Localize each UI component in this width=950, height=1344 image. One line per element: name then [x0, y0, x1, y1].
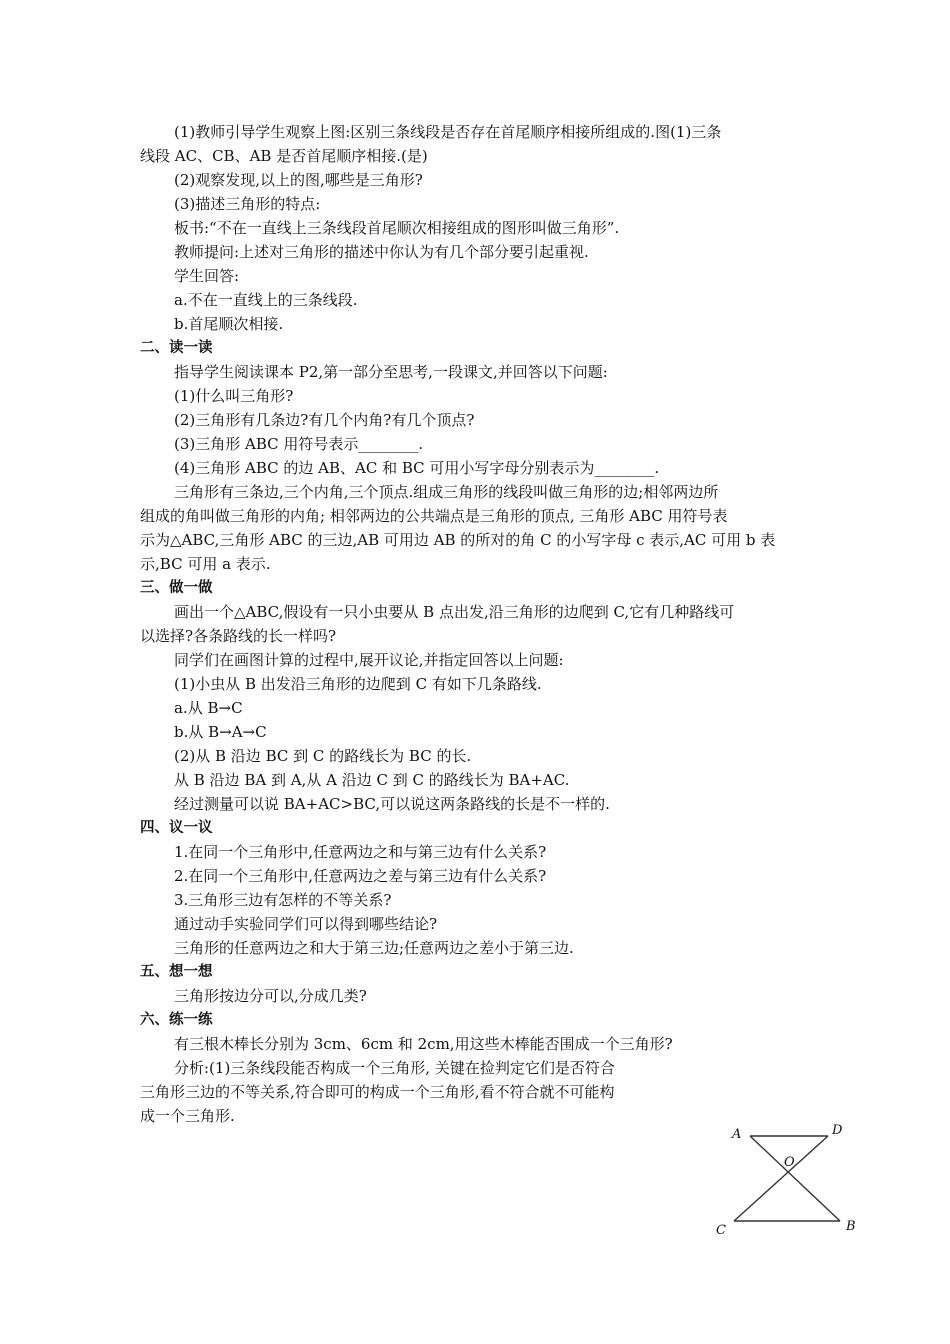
s3-line-1a: 画出一个△ABC,假设有一只小虫要从 B 点出发,沿三角形的边爬到 C,它有几种路线可: [174, 603, 735, 621]
hourglass-diagram: [716, 1118, 866, 1238]
segment-DC: [734, 1136, 828, 1221]
section-4-title: 四、议一议: [140, 820, 213, 836]
label-O: O: [784, 1155, 795, 1170]
section-5-title: 五、想一想: [140, 964, 213, 980]
s3-line-2: 同学们在画图计算的过程中,展开议论,并指定回答以上问题:: [174, 651, 564, 669]
s6-line-2c: 成一个三角形.: [140, 1107, 235, 1125]
label-B: B: [846, 1219, 856, 1234]
intro-p1b: 线段 AC、CB、AB 是否首尾顺序相接.(是): [140, 147, 428, 165]
intro-p5: 教师提问:上述对三角形的描述中你认为有几个部分要引起重视.: [174, 243, 589, 261]
label-C: C: [716, 1223, 726, 1238]
intro-p1a: (1)教师引导学生观察上图:区别三条线段是否存在首尾顺序相接所组成的.图(1)三条: [174, 123, 722, 141]
document-body: [140, 120, 812, 1128]
section-6-title: 六、练一练: [140, 1012, 213, 1028]
s2-line-6d: 示,BC 可用 a 表示.: [140, 555, 271, 573]
s3-line-1b: 以选择?各条路线的长一样吗?: [140, 627, 337, 645]
s2-line-1: 指导学生阅读课本 P2,第一部分至思考,一段课文,并回答以下问题:: [174, 363, 608, 381]
s2-line-5: (4)三角形 ABC 的边 AB、AC 和 BC 可用小写字母分别表示为________.: [174, 459, 660, 477]
s2-line-6c: 示为△ABC,三角形 ABC 的三边,AB 可用边 AB 的所对的角 C 的小写字母 c 表示,AC 可用 b 表: [140, 531, 776, 549]
intro-p8: b.首尾顺次相接.: [174, 315, 284, 333]
s3-line-4: a.从 B→C: [174, 699, 243, 717]
s6-line-2a: 分析:(1)三条线段能否构成一个三角形, 关键在捡判定它们是否符合: [174, 1059, 615, 1077]
s3-line-5: b.从 B→A→C: [174, 723, 267, 741]
s2-line-3: (2)三角形有几条边?有几个内角?有几个顶点?: [174, 411, 475, 429]
s3-line-6: (2)从 B 沿边 BC 到 C 的路线长为 BC 的长.: [174, 747, 472, 765]
s4-line-3: 3.三角形三边有怎样的不等关系?: [174, 891, 392, 909]
intro-p3: (3)描述三角形的特点:: [174, 195, 321, 213]
s3-line-8: 经过测量可以说 BA+AC>BC,可以说这两条路线的长是不一样的.: [174, 795, 610, 813]
section-3-title: 三、做一做: [140, 580, 213, 596]
intro-p4: 板书:“不在一直线上三条线段首尾顺次相接组成的图形叫做三角形”.: [174, 219, 620, 237]
s4-line-1: 1.在同一个三角形中,任意两边之和与第三边有什么关系?: [174, 843, 547, 861]
s2-line-4: (3)三角形 ABC 用符号表示________.: [174, 435, 424, 453]
section-2-title: 二、读一读: [140, 340, 213, 356]
s2-line-6b: 组成的角叫做三角形的内角; 相邻两边的公共端点是三角形的顶点, 三角形 ABC 用符号表: [140, 507, 728, 525]
s2-line-2: (1)什么叫三角形?: [174, 387, 294, 405]
s5-line-1: 三角形按边分可以,分成几类?: [174, 987, 367, 1005]
s4-line-2: 2.在同一个三角形中,任意两边之差与第三边有什么关系?: [174, 867, 547, 885]
intro-p2: (2)观察发现,以上的图,哪些是三角形?: [174, 171, 423, 189]
label-A: A: [732, 1127, 742, 1142]
s4-line-4: 通过动手实验同学们可以得到哪些结论?: [174, 915, 438, 933]
intro-p7: a.不在一直线上的三条线段.: [174, 291, 358, 309]
label-D: D: [832, 1123, 843, 1138]
hourglass-figure: [716, 1118, 866, 1238]
s3-line-7: 从 B 沿边 BA 到 A,从 A 沿边 C 到 C 的路线长为 BA+AC.: [174, 771, 570, 789]
s4-line-5: 三角形的任意两边之和大于第三边;任意两边之差小于第三边.: [174, 939, 574, 957]
figure-lines: [734, 1136, 840, 1221]
s3-line-3: (1)小虫从 B 出发沿三角形的边爬到 C 有如下几条路线.: [174, 675, 542, 693]
s2-line-6a: 三角形有三条边,三个内角,三个顶点.组成三角形的线段叫做三角形的边;相邻两边所: [174, 483, 719, 501]
s6-line-1: 有三根木棒长分别为 3cm、6cm 和 2cm,用这些木棒能否围成一个三角形?: [174, 1035, 673, 1053]
segment-AB: [750, 1136, 840, 1221]
intro-p6: 学生回答:: [174, 267, 240, 285]
s6-line-2b: 三角形三边的不等关系,符合即可的构成一个三角形,看不符合就不可能构: [140, 1083, 615, 1101]
